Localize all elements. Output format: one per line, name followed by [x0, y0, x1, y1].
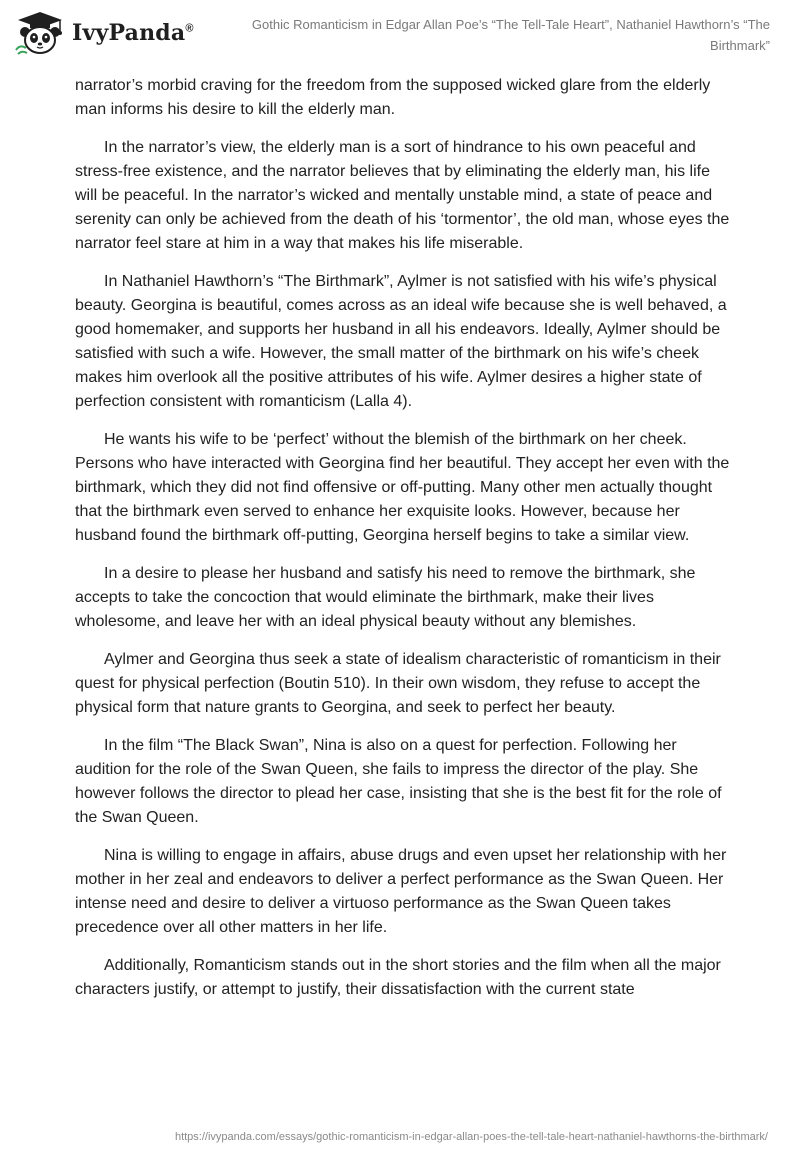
paragraph-7: In the film “The Black Swan”, Nina is also on a quest for perfection. Following her audition for the role of the Swan Queen, she fails to impress the director of the play. She however follows the director to plead her case, insisting that she is the best fit for the role of the Swan Queen. [75, 737, 722, 826]
paragraph-4: He wants his wife to be ‘perfect’ without the blemish of the birthmark on her cheek. Persons who have interacted with Georgina find her beautiful. They accept her even with the birthmark, which they did not find offensive or off-putting. Many other men actually thought that the birthmark even served to enhance her exquisite looks. However, because her husband found the birthmark off-putting, Georgina herself begins to take a similar view. [75, 431, 730, 544]
panda-graduate-icon [14, 10, 66, 56]
paragraph-1: narrator’s morbid craving for the freedom from the supposed wicked glare from the elderly man informs his desire to kill the elderly man. [75, 77, 711, 118]
logo-registered-mark: ® [185, 22, 194, 35]
essay-body [75, 74, 735, 1016]
ivypanda-logo[interactable] [14, 10, 194, 56]
source-url-link[interactable]: https://ivypanda.com/essays/gothic-romanticism-in-edgar-allan-poes-the-tell-tale-heart-nathaniel-hawthorns-the-birthmark/ [174, 1131, 768, 1143]
paragraph-9: Additionally, Romanticism stands out in the short stories and the film when all the major characters justify, or attempt to justify, their dissatisfaction with the current state [75, 957, 721, 998]
logo-wordmark [72, 20, 194, 46]
logo-name: IvyPanda [72, 20, 186, 46]
paragraph-8: Nina is willing to engage in affairs, abuse drugs and even upset her relationship with her mother in her zeal and endeavors to deliver a perfect performance as the Swan Queen. Her intense need and desire to deliver a virtuoso performance as the Swan Queen takes precedence over all other matters in her life. [75, 847, 727, 936]
paragraph-6: Aylmer and Georgina thus seek a state of idealism characteristic of romanticism in their quest for physical perfection (Boutin 510). In their own wisdom, they refuse to accept the physical form that nature grants to Georgina, and seek to perfect her beauty. [75, 651, 721, 716]
paragraph-3: In Nathaniel Hawthorn’s “The Birthmark”, Aylmer is not satisfied with his wife’s physical beauty. Georgina is beautiful, comes across as an ideal wife because she is well behaved, a good homemaker, and supports her husband in all his endeavors. Ideally, Aylmer should be satisfied with such a wife. However, the small matter of the birthmark on his wife’s cheek makes him overlook all the positive attributes of his wife. Aylmer desires a higher state of perfection consistent with romanticism (Lalla 4). [75, 273, 727, 410]
essay-header-title: Gothic Romanticism in Edgar Allan Poe’s “The Tell-Tale Heart”, Nathaniel Hawthorn’s “The Birthmark” [251, 17, 770, 53]
paragraph-2: In the narrator’s view, the elderly man is a sort of hindrance to his own peaceful and stress-free existence, and the narrator believes that by eliminating the elderly man, his life will be peaceful. In the narrator’s wicked and mentally unstable mind, a state of peace and serenity can only be achieved from the death of his ‘tormentor’, the old man, whose eyes the narrator feel stare at him in a way that makes his life miserable. [75, 139, 730, 252]
page-header [0, 0, 800, 70]
paragraph-5: In a desire to please her husband and satisfy his need to remove the birthmark, she accepts to take the concoction that would eliminate the birthmark, make their lives wholesome, and leave her with an ideal physical beauty without any blemishes. [75, 565, 696, 630]
